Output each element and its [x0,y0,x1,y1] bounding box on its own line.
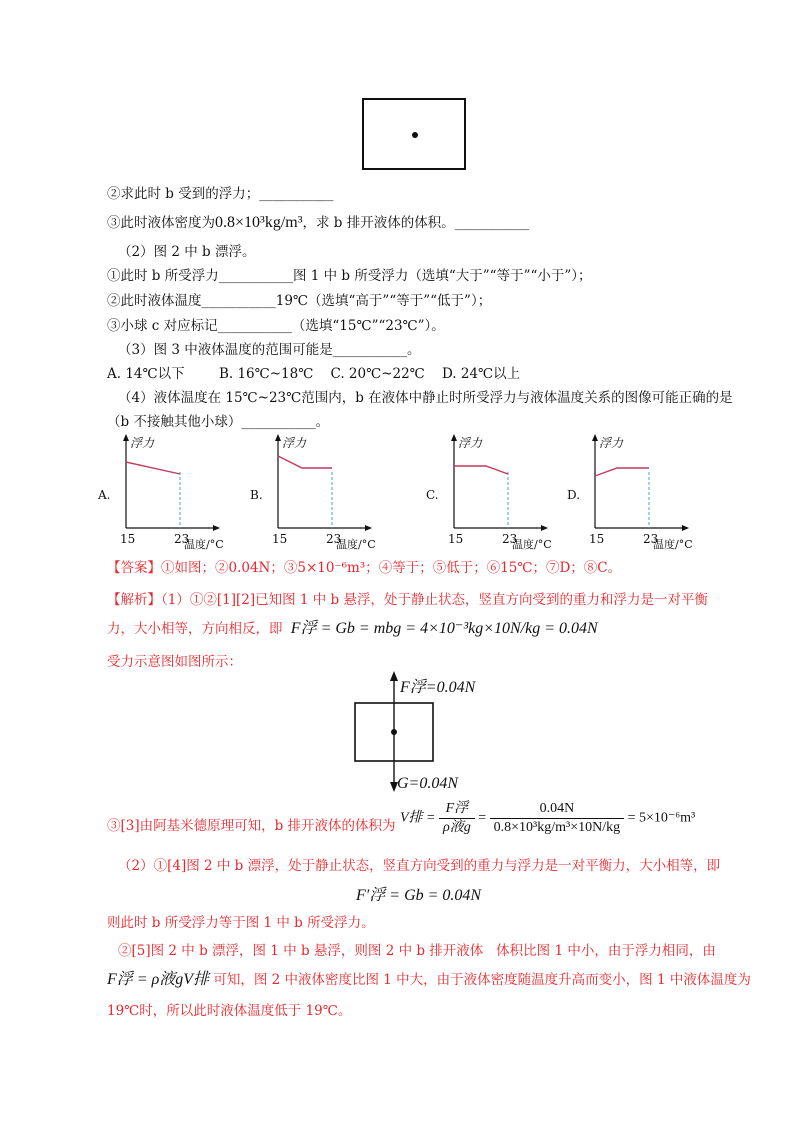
answer-line: 【答案】①如图；②0.04N；③5×10⁻⁶m³；④等于；⑤低于；⑥15℃；⑦D；⑧C。 [107,560,622,576]
part4-line2: （b 不接触其他小球）___________。 [107,414,330,430]
graph-x1: 23 [326,532,342,546]
analysis-line6: 则此时 b 所受浮力等于图 1 中 b 所受浮力。 [107,915,375,931]
analysis-line3: 受力示意图如图所示： [107,654,242,670]
graph-option-d[interactable] [567,432,697,552]
graph-x1: 23 [502,532,518,546]
y-axis-arrow [123,434,129,441]
analysis-formula-2: F′浮 = Gb = 0.04N [356,887,482,904]
graph-x1: 23 [174,532,190,546]
y-axis-arrow [592,434,598,441]
x-axis-arrow [682,525,689,531]
buoyancy-arrowhead [390,671,398,681]
graph-letter: B. [250,488,263,502]
x-axis-arrow [365,525,372,531]
graph-x0: 15 [589,532,605,546]
force-curve [278,456,332,468]
top-box-diagram [362,98,466,170]
graph-xlabel: 温度/°C [336,538,376,551]
force-up-label: F浮=0.04N [400,679,476,696]
graph-x0: 15 [120,532,136,546]
part2-line3: ③小球 c 对应标记___________（选填“15℃”“23℃”）。 [107,318,445,334]
graph-xlabel: 温度/°C [184,538,224,551]
graph-option-a[interactable] [98,432,228,552]
graph-letter: D. [567,488,581,502]
part3-options: A. 14℃以下 B. 16℃~18℃ C. 20℃~22℃ D. 24℃以上 [107,366,521,382]
analysis-line5: （2）①[4]图 2 中 b 漂浮，处于静止状态，竖直方向受到的重力与浮力是一对平衡力，大小相等，即 [118,858,721,874]
force-down-label: G=0.04N [397,775,459,792]
graph-ylabel: 浮力 [599,436,624,450]
force-curve [595,468,649,476]
center-point [391,729,397,735]
part2-title: （2）图 2 中 b 漂浮。 [118,244,256,260]
part2-line2: ②此时液体温度___________19℃（选填“高于”“等于”“低于”）； [107,293,492,309]
analysis-line9: 19℃时，所以此时液体温度低于 19℃。 [107,1003,352,1019]
analysis-line2: 力，大小相等，方向相反，即 F浮 = Gb = mbg = 4×10⁻³kg×10N/kg = 0.04N [107,620,598,637]
graph-xlabel: 温度/°C [512,538,552,551]
graph-option-c[interactable] [426,432,556,552]
part3-title: （3）图 3 中液体温度的范围可能是___________。 [118,342,421,358]
analysis-line1: 【解析】（1）①②[1][2]已知图 1 中 b 悬浮，处于静止状态，竖直方向受到的重力和浮力是一对平衡 [107,592,708,608]
graph-x0: 15 [448,532,464,546]
volume-formula: V排 = $\frac{\text{F浮}}{\text{ρ液g}}$ = $\frac{0.04N}{\text{0.8×10³kg/m³×10N/kg}}$ = 5×10⁻⁶m³ [400,801,696,835]
force-curve [126,462,180,474]
analysis-line7: ②[5]图 2 中 b 漂浮，图 1 中 b 悬浮，则图 2 中 b 排开液体 体积比图 1 中小，由于浮力相同，由 [118,943,716,959]
graph-option-b[interactable] [250,432,380,552]
graph-ylabel: 浮力 [130,436,155,450]
graph-x0: 15 [272,532,288,546]
part4-line1: （4）液体温度在 15℃~23℃范围内，b 在液体中静止时所受浮力与液体温度关系的图像可能正确的是 [118,390,733,406]
graph-letter: A. [98,488,111,502]
analysis-line8: F浮 = ρ液gV排 可知，图 2 中液体密度比图 1 中大，由于液体密度随温度升高而变小，图 1 中液体温度为 [107,971,751,988]
graph-xlabel: 温度/°C [653,538,693,551]
graph-ylabel: 浮力 [458,436,483,450]
q2-line1: ②求此时 b 受到的浮力；___________ [107,186,334,202]
analysis-line4: ③[3]由阿基米德原理可知，b 排开液体的体积为 [107,818,396,834]
graph-letter: C. [426,488,439,502]
graph-ylabel: 浮力 [282,436,307,450]
force-curve [454,466,508,474]
x-axis-arrow [541,525,548,531]
q2-line2: ③此时液体密度为0.8×10³kg/m³，求 b 排开液体的体积。___________ [107,214,529,231]
analysis-formula-1: F浮 = Gb = mbg = 4×10⁻³kg×10N/kg = 0.04N [290,620,598,637]
x-axis-arrow [213,525,220,531]
graph-x1: 23 [643,532,659,546]
part2-line1: ①此时 b 所受浮力___________图 1 中 b 所受浮力（选填“大于”“等于”“小于”）； [107,268,592,284]
center-dot [412,132,418,138]
y-axis-arrow [275,434,281,441]
y-axis-arrow [451,434,457,441]
